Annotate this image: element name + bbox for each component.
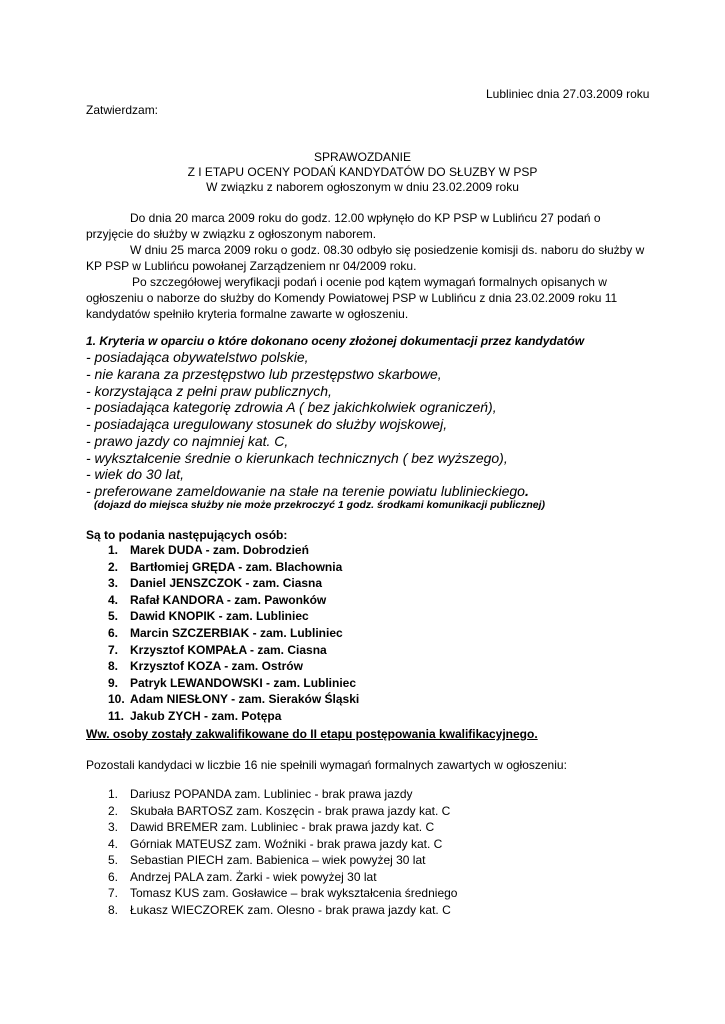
list-item: 1. Marek DUDA - zam. Dobrodzień: [108, 543, 309, 557]
qualified-list: [108, 542, 359, 725]
report-subtitle-date: W związku z naborem ogłoszonym w dniu 23.02.2009 roku: [206, 180, 519, 194]
criteria-item: - posiadająca obywatelstwo polskie,: [86, 349, 309, 365]
list-item: 9. Patryk LEWANDOWSKI - zam. Lubliniec: [108, 675, 357, 690]
criteria-item: - posiadająca kategorię zdrowia A ( bez jakichkolwiek ograniczeń),: [86, 399, 497, 415]
paragraph-verification: Po szczegółowej weryfikacji podań i ocenie pod kątem wymagań formalnych opisanych w ogłoszeniu o naborze do służby do Komendy Powiatowej PSP w Lublińcu z dnia 23.02.2009 roku 11 kandydatów spełniło kryteria formalne zawarte w ogłoszeniu.: [86, 275, 618, 321]
list-item: 10. Adam NIESŁONY - zam. Sieraków Śląski: [108, 692, 360, 707]
list-item: 7. Krzysztof KOMPAŁA - zam. Ciasna: [108, 642, 327, 657]
qualified-heading: Są to podania następujących osób:: [86, 528, 288, 542]
list-item: 5. Dawid KNOPIK - zam. Lubliniec: [108, 609, 309, 624]
approval-label: Zatwierdzam:: [86, 103, 159, 117]
list-item: 6. Andrzej PALA zam. Żarki - wiek powyżej 30 lat: [108, 869, 377, 884]
criteria-item: - wykształcenie średnie o kierunkach technicznych ( bez wyższego),: [86, 450, 508, 466]
list-item: 4. Górniak MATEUSZ zam. Woźniki - brak prawa jazdy kat. C: [108, 836, 443, 851]
list-item: 8. Krzysztof KOZA - zam. Ostrów: [108, 659, 303, 674]
criteria-note: (dojazd do miejsca służby nie może przekroczyć 1 godz. środkami komunikacji publicznej): [94, 499, 546, 511]
rejected-intro: Pozostali kandydaci w liczbie 16 nie spełnili wymagań formalnych zawartych w ogłoszeniu:: [86, 758, 567, 772]
list-item: 5. Sebastian PIECH zam. Babienica – wiek powyżej 30 lat: [108, 853, 426, 867]
list-item: 11. Jakub ZYCH - zam. Potępa: [108, 708, 282, 723]
list-item: 8. Łukasz WIECZOREK zam. Olesno - brak prawa jazdy kat. C: [108, 902, 451, 917]
list-item: 4. Rafał KANDORA - zam. Pawonków: [108, 592, 327, 607]
criteria-item: - prawo jazdy co najmniej kat. C,: [86, 433, 289, 449]
criteria-item-dot: .: [524, 483, 529, 499]
criteria-item: - posiadająca uregulowany stosunek do służby wojskowej,: [86, 416, 448, 432]
report-subtitle: Z I ETAPU OCENY PODAŃ KANDYDATÓW DO SŁUZBY W PSP: [187, 165, 538, 179]
qualified-summary: Ww. osoby zostały zakwalifikowane do II etapu postępowania kwalifikacyjnego.: [86, 727, 538, 741]
list-item: 3. Daniel JENSZCZOK - zam. Ciasna: [108, 576, 323, 591]
criteria-item: - nie karana za przestępstwo lub przestępstwo skarbowe,: [86, 366, 442, 382]
paragraph-committee: W dniu 25 marca 2009 roku o godz. 08.30 odbyło się posiedzenie komisji ds. naboru do służby w KP PSP w Lublińcu powołanej Zarządzeniem nr 04/2009 roku.: [86, 243, 645, 273]
list-item: 1. Dariusz POPANDA zam. Lubliniec - brak prawa jazdy: [108, 787, 413, 801]
criteria-item-residence: [86, 483, 529, 500]
place-date: Lubliniec dnia 27.03.2009 roku: [486, 87, 650, 101]
paragraph-applications: Do dnia 20 marca 2009 roku do godz. 12.00 wpłynęło do KP PSP w Lublińcu 27 podań o przyjęcie do służby w związku z ogłoszonym naborem.: [86, 211, 601, 241]
criteria-item: - korzystająca z pełni praw publicznych,: [86, 383, 332, 399]
list-item: 6. Marcin SZCZERBIAK - zam. Lubliniec: [108, 625, 343, 640]
list-item: 2. Bartłomiej GRĘDA - zam. Blachownia: [108, 559, 343, 574]
criteria-item-text: - preferowane zameldowanie na stałe na terenie powiatu lublinieckiego: [86, 483, 525, 499]
list-item: 2. Skubała BARTOSZ zam. Koszęcin - brak prawa jazdy kat. C: [108, 803, 451, 818]
report-title: SPRAWOZDANIE: [314, 150, 411, 164]
list-item: 3. Dawid BREMER zam. Lubliniec - brak prawa jazdy kat. C: [108, 820, 435, 834]
criteria-item: - wiek do 30 lat,: [86, 466, 185, 482]
criteria-heading: 1. Kryteria w oparciu o które dokonano oceny złożonej dokumentacji przez kandydatów: [86, 334, 585, 348]
list-item: 7. Tomasz KUS zam. Gosławice – brak wykształcenia średniego: [108, 886, 458, 900]
rejected-list: [108, 786, 457, 918]
